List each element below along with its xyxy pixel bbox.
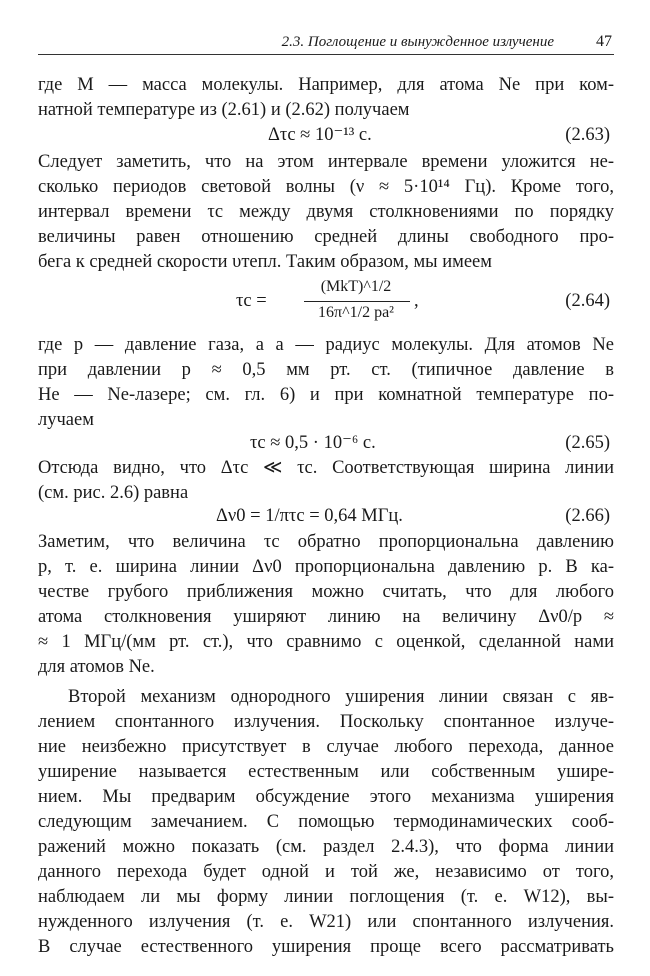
text-line: Второй механизм однородного уширения линии связан с яв- (68, 687, 614, 707)
text-line: атома столкновения уширяют линию на величину Δν0/p ≈ (38, 607, 614, 627)
text-line: натной температуре из (2.61) и (2.62) получаем (38, 100, 410, 120)
equation-number: (2.64) (565, 291, 610, 311)
text-line: величины равен отношению средней длины свободного про- (38, 227, 614, 247)
page-number: 47 (596, 33, 612, 50)
text-line: нужденного излучения (т. е. W21) или спонтанного излучения. (38, 912, 614, 932)
text-line: наблюдаем ли мы форму линии поглощения (т. е. W12), вы- (38, 887, 614, 907)
equation-lhs: τc = (236, 291, 267, 311)
equation-formula: Δτc ≈ 10⁻¹³ с. (268, 125, 372, 145)
text-line: p, т. е. ширина линии Δν0 пропорциональна давлению p. В ка- (38, 557, 614, 577)
text-line: данного перехода будет одной и той же, независимо от того, (38, 862, 614, 882)
text-line: ние неизбежно присутствует в случае любого перехода, данное (38, 737, 614, 757)
text-line: бега к средней скорости υтепл. Таким образом, мы имеем (38, 252, 492, 272)
text-line: уширение называется естественным или собственным уширe- (38, 762, 614, 782)
running-title: 2.3. Поглощение и вынужденное излучение (281, 34, 554, 50)
text-line: где M — масса молекулы. Например, для атома Ne при ком- (38, 75, 614, 95)
text-line: Отсюда видно, что Δτc ≪ τc. Соответствующая ширина линии (38, 458, 614, 478)
fraction-bar (304, 301, 410, 302)
equation-formula: τc ≈ 0,5 · 10⁻⁶ с. (250, 433, 376, 453)
equation-formula: Δν0 = 1/πτc = 0,64 МГц. (216, 506, 403, 526)
fraction-denominator: 16π^1/2 pa² (318, 304, 394, 321)
equation-2-66 (38, 503, 614, 529)
header-rule (38, 54, 614, 55)
text-line: He — Ne-лазере; см. гл. 6) и при комнатной температуре по- (38, 385, 614, 405)
text-line: ≈ 1 МГц/(мм рт. ст.), что сравнимо с оценкой, сделанной нами (38, 632, 614, 652)
text-line: следующим замечанием. С помощью термодинамических сооб- (38, 812, 614, 832)
text-line: лучаем (38, 410, 94, 430)
book-page (38, 0, 614, 976)
equation-2-65 (38, 430, 614, 456)
equation-2-63 (38, 122, 614, 148)
text-line: интервал времени τc между двумя столкновениями по порядку (38, 202, 614, 222)
text-line: ражений можно показать (см. раздел 2.4.3), что форма линии (38, 837, 614, 857)
equation-number: (2.66) (565, 506, 610, 526)
text-line: нием. Мы предварим обсуждение этого механизма уширения (38, 787, 614, 807)
text-line: при давлении p ≈ 0,5 мм рт. ст. (типичное давление в (38, 360, 614, 380)
equation-number: (2.65) (565, 433, 610, 453)
text-line: честве грубого приближения можно считать, что для любого (38, 582, 614, 602)
text-line: для атомов Ne. (38, 657, 155, 677)
text-line: сколько периодов световой волны (ν ≈ 5·10¹⁴ Гц). Кроме того, (38, 177, 614, 197)
text-line: (см. рис. 2.6) равна (38, 483, 189, 503)
text-line: В случае естественного уширения проще всего рассматривать (38, 937, 614, 957)
fraction-numerator: (MkT)^1/2 (320, 278, 392, 295)
page-header (38, 30, 614, 56)
text-line: где p — давление газа, а a — радиус молекулы. Для атомов Ne (38, 335, 614, 355)
text-line: Следует заметить, что на этом интервале времени уложится не- (38, 152, 614, 172)
equation-2-64 (38, 278, 614, 330)
equation-number: (2.63) (565, 125, 610, 145)
text-line: Заметим, что величина τc обратно пропорциональна давлению (38, 532, 614, 552)
equation-punctuation: , (414, 291, 419, 311)
text-line: лением спонтанного излучения. Поскольку спонтанное излуче- (38, 712, 614, 732)
